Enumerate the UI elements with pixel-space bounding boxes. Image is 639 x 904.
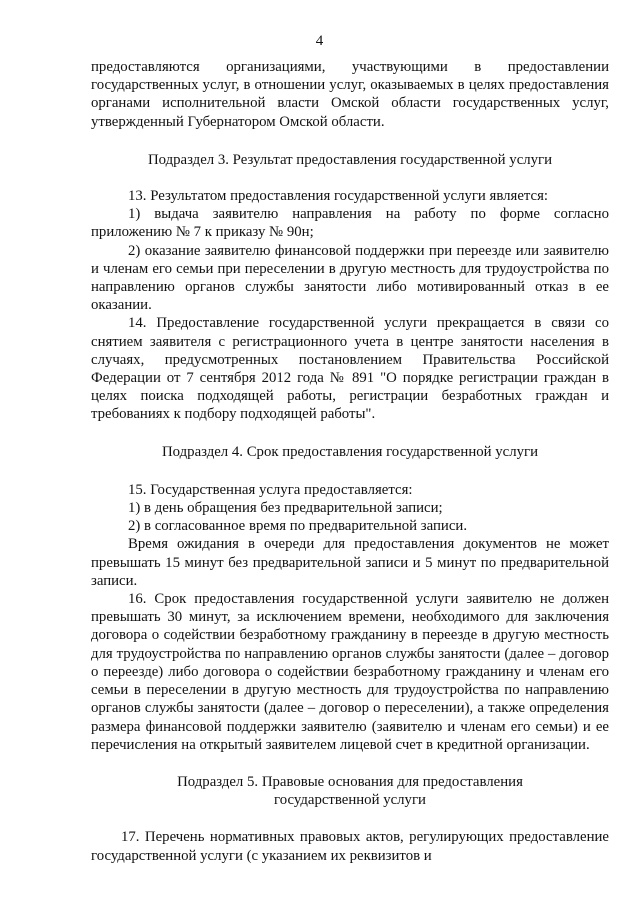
paragraph-16: 16. Срок предоставления государственной услуги заявителю не должен превышать 30 минут, за исключением времени, необходимого для заключения договора о содействии безработному гражданину в переезде в другую местность для трудоустройства по направлению органов службы занятости (далее – договор о переезде) либо договора о содействии безработному гражданину и членам его семьи в переселении в другую местность для трудоустройства по направлению органов службы занятости (далее – договор о переселении), а также определения размера финансовой поддержки заявителю (заявителю и членам его семьи) и ее перечисления на открытый заявителем лицевой счет в кредитной организации. [91, 591, 609, 753]
subsection-5-heading [91, 773, 609, 809]
subsection-4-heading: Подраздел 4. Срок предоставления государственной услуги [161, 443, 538, 460]
paragraph-13-item-1: 1) выдача заявителю направления на работу по форме согласно приложению № 7 к приказу № 90н; [91, 206, 609, 241]
paragraph-13: 13. Результатом предоставления государственной услуги является: [128, 188, 549, 205]
subsection-3-heading: Подраздел 3. Результат предоставления государственной услуги [147, 151, 553, 168]
paragraph-14: 14. Предоставление государственной услуги прекращается в связи со снятием заявителя с регистрационного учета в центре занятости населения в случаях, предусмотренных постановлением Правительства Российской Федерации от 7 сентября 2012 года № 891 "О порядке регистрации граждан в целях поиска подходящей работы, регистрации безработных граждан и требованиях к подбору подходящей работы". [91, 315, 609, 423]
page-number: 4 [315, 33, 324, 49]
paragraph-15-waiting-time: Время ожидания в очереди для предоставления документов не может превышать 15 минут без предварительной записи и 5 минут по предварительной записи. [91, 536, 609, 589]
paragraph-13-item-2: 2) оказание заявителю финансовой поддержки при переезде или заявителю и членам его семьи при переселении в другую местность для трудоустройства по направлению органов службы занятости либо мотивированный отказ в ее оказании. [91, 242, 609, 314]
subsection-5-heading-line-2: государственной услуги [274, 792, 426, 809]
paragraph-15-item-1: 1) в день обращения без предварительной записи; [128, 500, 443, 517]
paragraph-continuation: предоставляются организациями, участвующими в предоставлении государственных услуг, в отношении услуг, оказываемых в целях предоставления органами исполнительной власти Омской области государственных услуг, утвержденный Губернатором Омской области. [91, 59, 609, 130]
document-body [91, 58, 609, 865]
subsection-5-heading-line-1: Подраздел 5. Правовые основания для предоставления [177, 773, 523, 790]
paragraph-17: 17. Перечень нормативных правовых актов, регулирующих предоставление государственной услуги (с указанием их реквизитов и [91, 829, 609, 864]
paragraph-15: 15. Государственная услуга предоставляется: [128, 481, 413, 498]
paragraph-15-item-2: 2) в согласованное время по предварительной записи. [128, 518, 468, 535]
